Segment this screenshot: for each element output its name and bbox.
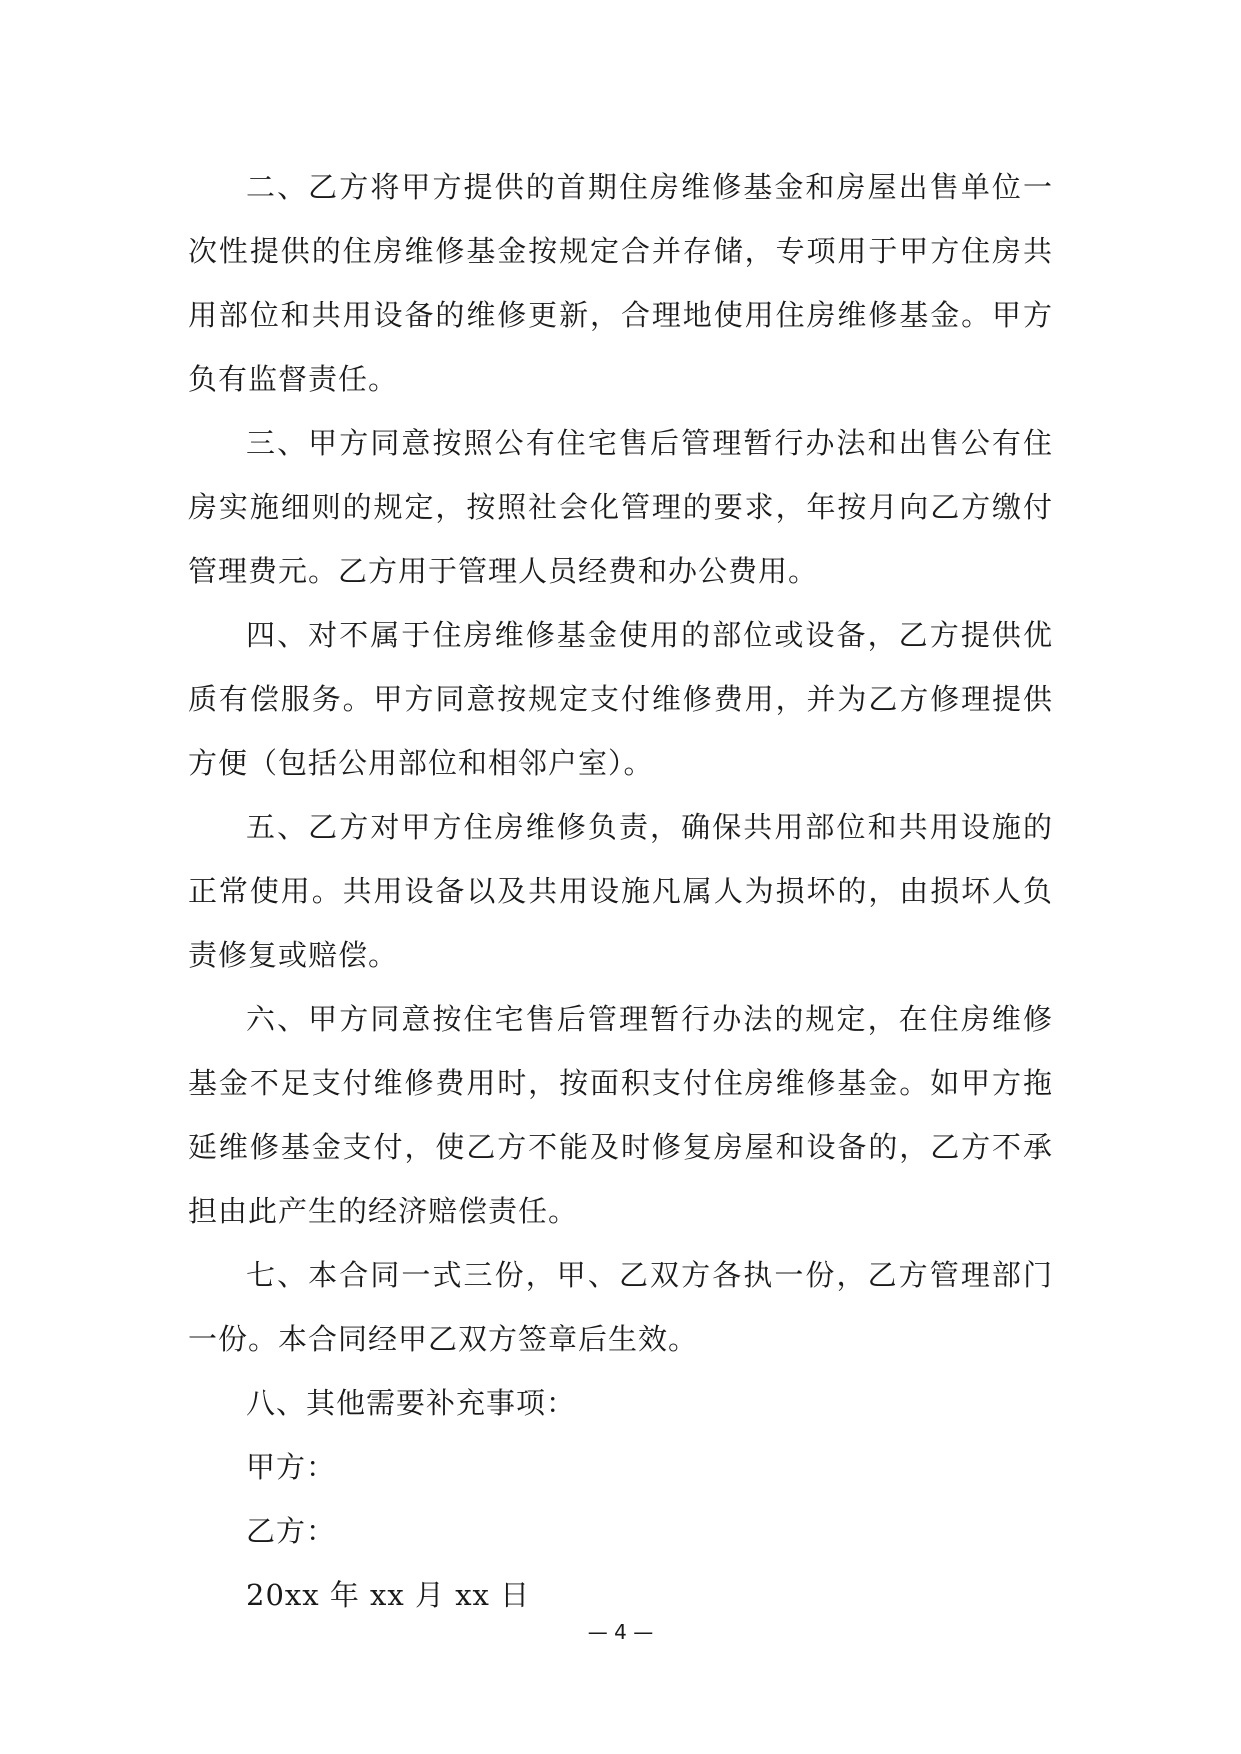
signing-date: 20xx 年 xx 月 xx 日 xyxy=(246,1578,531,1612)
party-a-label: 甲方： xyxy=(246,1450,337,1484)
party-b-label: 乙方： xyxy=(246,1514,337,1548)
clause-7: 七、本合同一式三份，甲、乙双方各执一份，乙方管理部门一份。本合同经甲乙双方签章后生效。 xyxy=(188,1258,1053,1356)
clause-4: 四、对不属于住房维修基金使用的部位或设备，乙方提供优质有偿服务。甲方同意按规定支付维修费用，并为乙方修理提供方便（包括公用部位和相邻户室）。 xyxy=(188,618,1053,780)
clause-3: 三、甲方同意按照公有住宅售后管理暂行办法和出售公有住房实施细则的规定，按照社会化管理的要求，年按月向乙方缴付管理费元。乙方用于管理人员经费和办公费用。 xyxy=(188,426,1053,588)
clause-6: 六、甲方同意按住宅售后管理暂行办法的规定，在住房维修基金不足支付维修费用时，按面积支付住房维修基金。如甲方拖延维修基金支付，使乙方不能及时修复房屋和设备的，乙方不承担由此产生的经济赔偿责任。 xyxy=(188,1002,1053,1228)
clause-2: 二、乙方将甲方提供的首期住房维修基金和房屋出售单位一次性提供的住房维修基金按规定合并存储，专项用于甲方住房共用部位和共用设备的维修更新，合理地使用住房维修基金。甲方负有监督责任。 xyxy=(188,170,1053,396)
clause-5: 五、乙方对甲方住房维修负责，确保共用部位和共用设施的正常使用。共用设备以及共用设施凡属人为损坏的，由损坏人负责修复或赔偿。 xyxy=(188,810,1053,972)
clause-8-other-matters: 八、其他需要补充事项： xyxy=(246,1386,577,1420)
document-body xyxy=(188,155,1053,1627)
page-number: — 4 — xyxy=(587,1620,654,1644)
